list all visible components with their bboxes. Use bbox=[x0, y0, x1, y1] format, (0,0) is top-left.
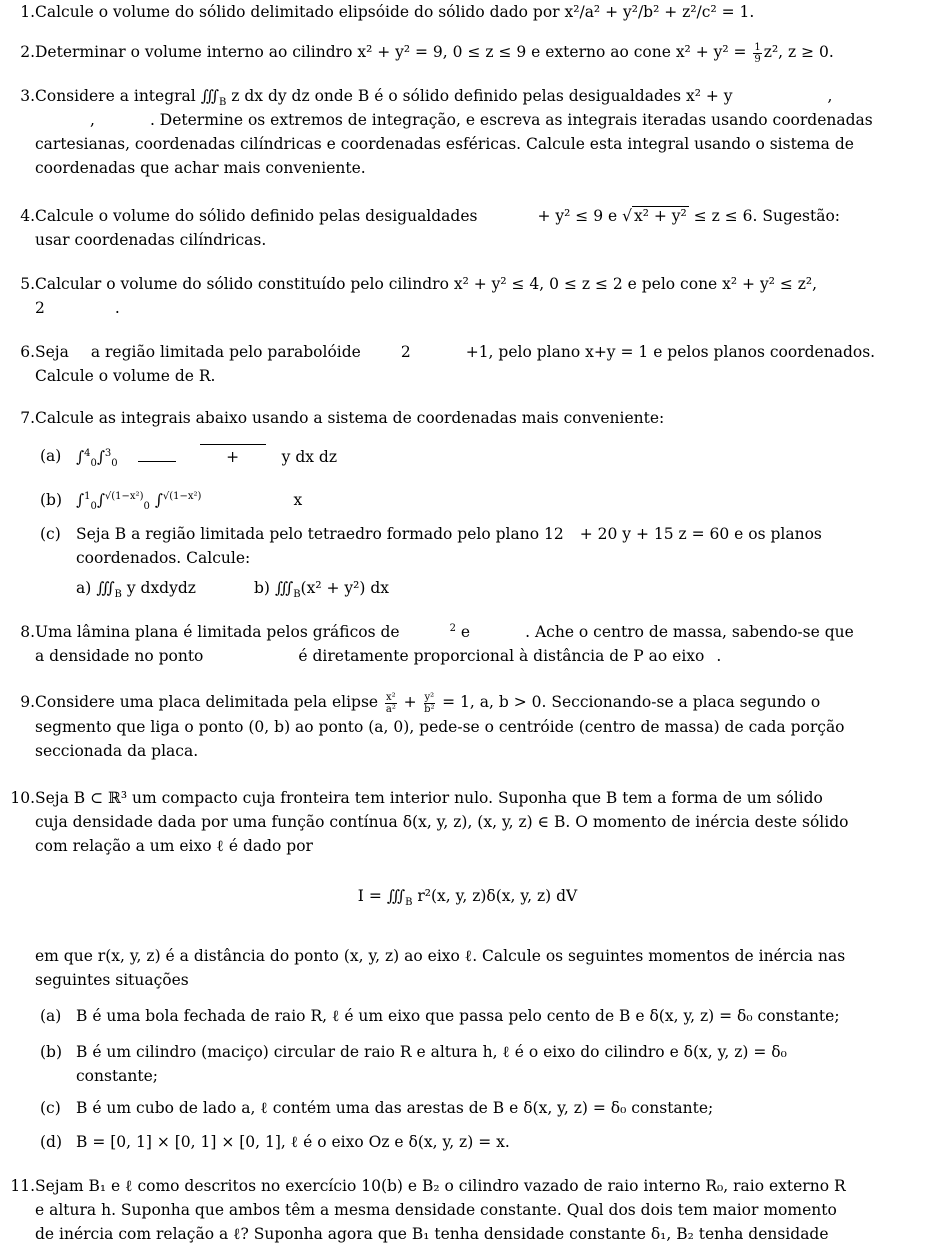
exercise-number: 9. bbox=[20, 693, 35, 711]
exercise-number: 8. bbox=[20, 623, 35, 641]
exercise-number: 1. bbox=[20, 3, 35, 21]
exercise-text: Determinar o volume interno ao cilindro x² + y² = 9, 0 ≤ z ≤ 9 e externo ao cone x² + y² = $\frac{1}{9}$ z², z ≥ 0. bbox=[35, 41, 834, 65]
exercise-number: 2. bbox=[20, 43, 35, 61]
exercise-text: Sejam B₁ e ℓ como descritos no exercício 10(b) e B₂ o cilindro vazado de raio interno R₀, raio externo R e altura h. Suponha que ambos têm a mesma densidade constante. Qual dos dois tem maior momento de inércia com relação a ℓ? Suponha agora que B₁ tenha densidade constante δ₁, B₂ tenha densidade bbox=[35, 1177, 846, 1243]
exercise-number: 10. bbox=[10, 789, 35, 807]
exercise-number: 11. bbox=[10, 1177, 35, 1195]
exercise-text: Considere uma placa delimitada pela elipse $\frac{\text{x²}}{\text{a²}}$ + $\frac{\text{y²}}{\text{b²}}$ = 1, a, b > 0. Seccionando-se a placa segundo o segmento que liga o ponto (0, b) ao ponto (a, 0), pede-se o centróide (centro de massa) de cada porção seccionada da placa. bbox=[35, 691, 845, 760]
exercise-number: 5. bbox=[20, 275, 35, 293]
exercise-number: 4. bbox=[20, 207, 35, 225]
exercise-number: 7. bbox=[20, 409, 35, 427]
exercise-text: Uma lâmina plana é limitada pelos gráficos de $^2$ e . Ache o centro de massa, sabendo-se que a densidade no ponto é diretamente proporcional à distância de P ao eixo . bbox=[35, 622, 854, 665]
inertia-equation: $I = ∭_B$ r²(x, y, z)δ(x, y, z) dV bbox=[357, 887, 578, 909]
exercise-text: Calcule o volume do sólido definido pelas desigualdades + y² ≤ 9 e √ x² + y² ≤ z ≤ 6. Sugestão: usar coordenadas cilíndricas. bbox=[35, 207, 841, 249]
exercise-text: Seja B ⊂ ℝ³ um compacto cuja fronteira tem interior nulo. Suponha que B tem a forma de um sólido cuja densidade dada por uma função contínua δ(x, y, z), (x, y, z) ∈ B. O momento de inércia deste sólido com relação a um eixo ℓ é dado por bbox=[35, 789, 849, 855]
exercise-text: Seja a região limitada pelo parabolóide 2 +1, pelo plano x+y = 1 e pelos planos coordenados. Calcule o volume de R. bbox=[35, 343, 876, 385]
exercise-text: Calcule as integrais abaixo usando a sistema de coordenadas mais conveniente: bbox=[35, 409, 665, 427]
fraction: $\frac{\text{x²}}{\text{a²}}$ bbox=[385, 691, 396, 715]
exercise-number: 3. bbox=[20, 87, 35, 105]
exercise-text: Calcule o volume do sólido delimitado elipsóide do sólido dado por x²/a² + y²/b² + z²/c² = 1. bbox=[35, 3, 755, 21]
fraction: $\frac{\text{y²}}{\text{b²}}$ bbox=[424, 691, 435, 715]
exercise-number: 6. bbox=[20, 343, 35, 361]
fraction: $\frac{1}{9}$ bbox=[754, 41, 761, 65]
exercise-text: Calcular o volume do sólido constituído pelo cilindro x² + y² ≤ 4, 0 ≤ z ≤ 2 e pelo cone x² + y² ≤ z², 2 . bbox=[35, 275, 818, 317]
exercise-text: Considere a integral $∭_B$ z dx dy dz onde B é o sólido definido pelas desigualdades x² + y , , . Determine os extremos de integração, e escreva as integrais iteradas usando coordenadas cartesianas, coordenadas cilíndricas e coordenadas esféricas. Calcule esta integral usando o sistema de coordenadas que achar mais conveniente. bbox=[35, 87, 873, 177]
